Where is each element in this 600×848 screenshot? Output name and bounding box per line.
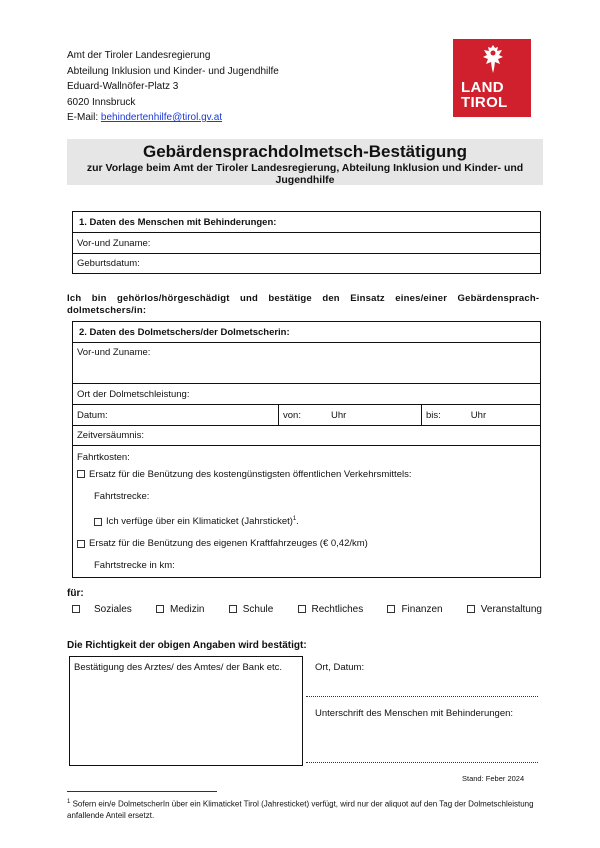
to-unit: Uhr — [470, 409, 487, 421]
checkbox[interactable] — [387, 605, 395, 613]
footnote-text: Sofern ein/e DolmetscherIn über ein Klimaticket Tirol (Jahresticket) verfügt, wird nur der aliquot auf den Tag der Dolmetschleistung anfallende Anteil ersetzt. — [67, 799, 534, 820]
purpose-option-label: Rechtliches — [311, 604, 364, 615]
travel-costs-cell — [73, 446, 541, 578]
address-line: 6020 Innsbruck — [67, 96, 136, 108]
purpose-option[interactable] — [229, 604, 274, 615]
footnote-mark: 1 — [67, 799, 71, 805]
to-time-field[interactable] — [422, 405, 541, 426]
interpreter-name-label: Vor-und Zuname: — [77, 347, 151, 358]
checkbox[interactable] — [77, 540, 85, 548]
date-field[interactable]: Datum: — [73, 405, 279, 426]
address-line: Eduard-Wallnöfer-Platz 3 — [67, 81, 179, 92]
email-label: E-Mail: — [67, 112, 101, 123]
section-2-table — [72, 321, 541, 578]
footnote-ref: 1 — [292, 516, 297, 522]
from-label: von: — [283, 409, 301, 421]
option-klimaticket[interactable]: Ich verfüge über ein Klimaticket (Jahrsticket)$^1$. — [77, 508, 536, 533]
checkbox[interactable] — [229, 605, 237, 613]
signature-line[interactable] — [306, 762, 538, 763]
interpreter-name-field[interactable] — [73, 343, 541, 384]
checkbox[interactable] — [156, 605, 164, 613]
place-field[interactable]: Ort der Dolmetschleistung: — [73, 384, 541, 405]
title-box — [67, 139, 543, 185]
from-unit: Uhr — [330, 409, 347, 421]
purpose-option[interactable] — [72, 604, 132, 615]
purpose-option[interactable] — [467, 604, 542, 615]
email-line — [67, 110, 279, 126]
purpose-options — [72, 604, 542, 615]
klimaticket-label: Ich verfüge über ein Klimaticket (Jahrsticket) — [106, 516, 293, 528]
option-public-transport[interactable] — [77, 464, 536, 486]
section-2-header: 2. Daten des Dolmetschers/der Dolmetscherin: — [73, 322, 541, 343]
verify-heading: Die Richtigkeit der obigen Angaben wird bestätigt: — [67, 640, 307, 651]
option-public-label: Ersatz für die Benützung des kostengünstigsten öffentlichen Verkehrsmittels: — [89, 469, 412, 480]
page-title: Gebärdensprachdolmetsch-Bestätigung — [142, 142, 467, 161]
section-1-table — [72, 211, 541, 274]
status-date: Stand: Feber 2024 — [462, 774, 525, 783]
page-subtitle: zur Vorlage beim Amt der Tiroler Landesregierung, Abteilung Inklusion und Kinder- und Jugendhilfe — [86, 162, 524, 186]
signature-label: Unterschrift des Menschen mit Behinderungen: — [315, 708, 514, 719]
footnote — [67, 797, 542, 821]
place-date-label: Ort, Datum: — [315, 662, 365, 673]
purpose-label: für: — [67, 588, 84, 599]
place-date-line[interactable] — [306, 696, 538, 697]
checkbox[interactable] — [77, 470, 85, 478]
footnote-separator — [67, 791, 217, 792]
birthdate-field[interactable]: Geburtsdatum: — [73, 254, 541, 274]
purpose-option-label: Medizin — [170, 604, 205, 615]
confirmation-text: Ich bin gehörlos/hörgeschädigt und bestätige den Einsatz eines/einer Gebärdensprachdolmetschers/in: — [67, 293, 539, 316]
email-link[interactable]: behindertenhilfe@tirol.gv.at — [100, 112, 223, 123]
purpose-option-label: Veranstaltung — [480, 604, 542, 615]
to-label: bis: — [426, 409, 441, 421]
from-time-field[interactable] — [279, 405, 422, 426]
address-line: Abteilung Inklusion und Kinder- und Jugendhilfe — [67, 65, 279, 77]
purpose-option[interactable] — [156, 604, 204, 615]
checkbox[interactable] — [72, 605, 80, 613]
option-own-car[interactable] — [77, 533, 536, 555]
purpose-option-label: Soziales — [94, 604, 132, 615]
purpose-option[interactable] — [387, 604, 442, 615]
land-tirol-logo — [453, 39, 531, 117]
travel-costs-label: Fahrtkosten: — [77, 452, 130, 463]
purpose-option-label: Schule — [242, 604, 274, 615]
person-name-field[interactable]: Vor-und Zuname: — [73, 233, 541, 254]
route-field[interactable]: Fahrtstrecke: — [94, 491, 150, 502]
section-1-header: 1. Daten des Menschen mit Behinderungen: — [73, 212, 541, 233]
option-car-label: Ersatz für die Benützung des eigenen Kraftfahrzeuges (€ 0,42/km) — [89, 538, 368, 550]
purpose-option-label: Finanzen — [401, 604, 443, 615]
address-line: Amt der Tiroler Landesregierung — [67, 50, 211, 61]
lost-time-field[interactable]: Zeitversäumnis: — [73, 426, 541, 446]
sender-address — [67, 48, 279, 126]
checkbox[interactable] — [94, 518, 102, 526]
official-confirmation-label: Bestätigung des Arztes/ des Amtes/ der Bank etc. — [74, 662, 283, 673]
checkbox[interactable] — [298, 605, 306, 613]
official-confirmation-box[interactable] — [69, 656, 303, 766]
logo-line-land: LAND — [461, 79, 504, 96]
eagle-icon — [482, 43, 504, 75]
logo-line-tirol: TIROL — [461, 94, 508, 111]
checkbox[interactable] — [467, 605, 475, 613]
purpose-option[interactable] — [298, 604, 364, 615]
route-km-field[interactable]: Fahrtstrecke in km: — [94, 560, 175, 572]
